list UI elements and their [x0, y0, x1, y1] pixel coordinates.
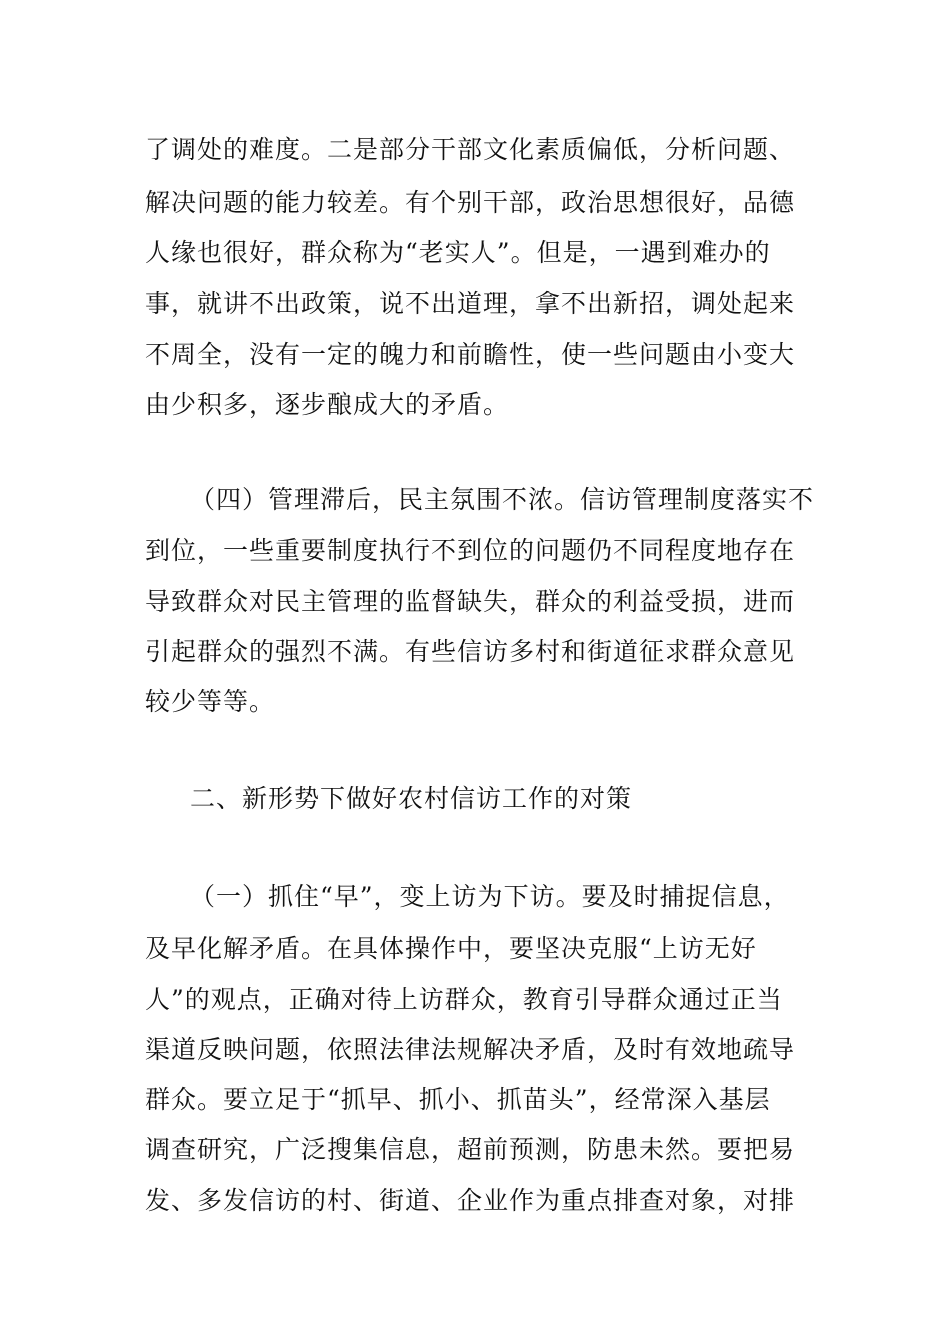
- text-line: 不周全，没有一定的魄力和前瞻性，使一些问题由小变大: [145, 340, 796, 369]
- text-line: 到位，一些重要制度执行不到位的问题仍不同程度地存在: [145, 536, 796, 565]
- section-heading: 二、新形势下做好农村信访工作的对策: [190, 784, 633, 813]
- text-line: 群众。要立足于“抓早、抓小、抓苗头”，经常深入基层: [145, 1085, 771, 1114]
- text-line: 发、多发信访的村、街道、企业作为重点排查对象，对排: [145, 1186, 796, 1215]
- text-line: 由少积多，逐步酿成大的矛盾。: [145, 390, 510, 419]
- text-line: 人缘也很好，群众称为“老实人”。但是，一遇到难办的: [145, 238, 771, 267]
- text-line: 调查研究，广泛搜集信息，超前预测，防患未然。要把易: [145, 1135, 796, 1164]
- text-line: 解决问题的能力较差。有个别干部，政治思想很好，品德: [145, 188, 796, 217]
- text-line: 事，就讲不出政策，说不出道理，拿不出新招，调处起来: [145, 289, 796, 318]
- text-line: 及早化解矛盾。在具体操作中，要坚决克服“上访无好: [145, 934, 757, 963]
- text-line: 了调处的难度。二是部分干部文化素质偏低，分析问题、: [145, 135, 796, 164]
- text-line: 渠道反映问题，依照法律法规解决矛盾，及时有效地疏导: [145, 1035, 796, 1064]
- text-line: （四）管理滞后，民主氛围不浓。信访管理制度落实不: [190, 485, 815, 514]
- text-line: 人”的观点，正确对待上访群众，教育引导群众通过正当: [145, 985, 783, 1014]
- text-line: 导致群众对民主管理的监督缺失，群众的利益受损，进而: [145, 587, 796, 616]
- text-line: （一）抓住“早”，变上访为下访。要及时捕捉信息，: [190, 882, 790, 911]
- text-line: 较少等等。: [145, 687, 276, 716]
- text-line: 引起群众的强烈不满。有些信访多村和街道征求群众意见: [145, 637, 796, 666]
